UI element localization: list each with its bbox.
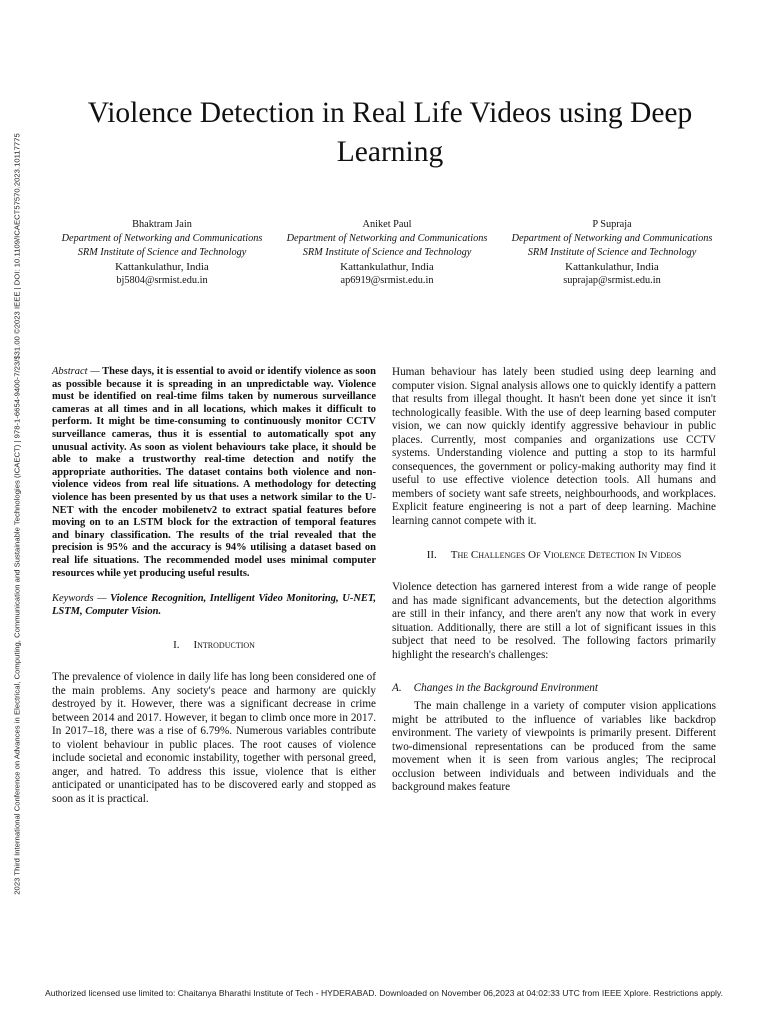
author-name: P Supraja: [592, 219, 632, 230]
author-name: Bhaktram Jain: [132, 219, 192, 230]
author-email: ap6919@srmist.edu.in: [340, 275, 434, 286]
section-title: Introduction: [193, 639, 255, 652]
author-department: Department of Networking and Communications: [286, 233, 488, 244]
section-heading-introduction: [52, 639, 376, 651]
keywords: [52, 593, 376, 618]
author-location: Kattankulathur, India: [115, 261, 209, 273]
subsection-heading-background: [392, 682, 716, 694]
subsection-number: A.: [392, 682, 402, 694]
author-1: [52, 218, 272, 288]
right-column: [392, 366, 716, 795]
author-department: Department of Networking and Communications: [61, 233, 263, 244]
author-3: [502, 218, 722, 288]
authors-block: [52, 218, 722, 288]
paper-title: Violence Detection in Real Life Videos using Deep Learning: [87, 97, 693, 168]
author-institution: SRM Institute of Science and Technology: [77, 247, 247, 258]
challenges-paragraph: Violence detection has garnered interest from a wide range of people and has made significant advancements, but the detection algorithms are still in their infancy, and there aren't any now that work in every situation. Additionally, there are still a lot of significant issues in this subject that need to be resolved. The following factors primarily highlight the research's challenges:: [392, 581, 716, 661]
keywords-text: Violence Recognition, Intelligent Video Monitoring, U-NET, LSTM, Computer Vision.: [52, 593, 376, 617]
abstract-text: These days, it is essential to avoid or identify violence as soon as possible because it is spreading in an unpredictable way. Violence must be identified on real-time films taken by numerous surveillance cameras at all times and in all locations, which makes it difficult to perform. It might be time-consuming to continuously monitor CCTV surveillance cameras, thus it is essential to automatically spot any unusual activity. As soon as violent behaviours take place, it should be able to make a trustworthy real-time detection and notify the appropriate authorities. The dataset contains both violence and non-violence videos from real life situations. A methodology for detecting violence has been presented by us that uses a network similar to the U-NET with the encoder mobilenetv2 to extract spatial features before moving on to an LSTM block for the extraction of temporal features and binary classification. The results of the trial revealed that the precision is 95% and the accuracy is 94% utilising a dataset based on real life situations. The recommended model uses minimal computer resources while yet producing useful results.: [52, 366, 376, 579]
section-heading-challenges: [392, 549, 716, 561]
intro-continued-paragraph: Human behaviour has lately been studied using deep learning and computer vision. Signal analysis allows one to quickly identify a pattern that results from illegal thought. It hasn't been done yet since it isn't technologically feasible. With the use of deep learning based computer vision, we can now quickly identify aggressive behaviour in public places. Currently, most companies and organizations use CCTV systems. Understanding violence and putting a stop to its harmful consequences, the government or policy-making authority may find it useful to use effective violence detection tools. All humans and members of society want safe streets, neighbourhoods, and workplaces. Explicit feature engineering is not a part of deep learning. Machine learning cannot compete with it.: [392, 366, 716, 527]
author-email: bj5804@srmist.edu.in: [116, 275, 208, 286]
conference-side-note: [10, 76, 24, 952]
abstract: [52, 366, 376, 580]
author-2: [277, 218, 497, 288]
author-institution: SRM Institute of Science and Technology: [527, 247, 697, 258]
author-institution: SRM Institute of Science and Technology: [302, 247, 472, 258]
author-email: suprajap@srmist.edu.in: [563, 275, 661, 286]
author-name: Aniket Paul: [362, 219, 412, 230]
license-footer: Authorized licensed use limited to: Chaitanya Bharathi Institute of Tech - HYDERABAD. Downloaded on November 06,2023 at 04:02:33 UTC from IEEE Xplore. Restrictions apply.: [45, 988, 723, 998]
background-paragraph: The main challenge in a variety of computer vision applications might be attributed to the influence of variables like backdrop environment. The variety of viewpoints is primarily present. Different two-dimensional representations can be produced from the same movement when it is seen from various angles; The reciprocal occlusion between individuals and between individuals and the background makes feature: [392, 700, 716, 793]
subsection-title: Changes in the Background Environment: [413, 682, 598, 694]
section-number: I.: [173, 639, 180, 652]
author-location: Kattankulathur, India: [340, 261, 434, 273]
left-column: [52, 366, 376, 806]
introduction-paragraph: The prevalence of violence in daily life has long been considered one of the main problems. Any society's peace and harmony are quickly destroyed by it. However, there was a significant decrease in crime between 2014 and 2017. However, it began to climb once more in 2017. In 2017–18, there was a rise of 6.79%. Numerous variables contribute to violent behaviour in public places. The root causes of violence include societal and economic instability, together with personal greed, anger, and hatred. To address this issue, violence that is either anticipated or unanticipated has to be discovered early and stopped as soon as it is practical.: [52, 671, 376, 805]
keywords-label: Keywords —: [52, 593, 107, 605]
section-title: The Challenges Of Violence Detection In Videos: [450, 549, 682, 561]
author-department: Department of Networking and Communications: [511, 233, 713, 244]
abstract-label: Abstract —: [52, 366, 100, 377]
conference-side-note-text: 2023 Third International Conference on Advances in Electrical, Computing, Communication and Sustainable Technologies (ICAECT) | 978-1-6654-9400-7/23/$31.00 ©2023 IEEE | DOI: 10.1109/ICAECT57570.2023.10117775: [12, 133, 22, 895]
author-location: Kattankulathur, India: [565, 261, 659, 273]
section-number: II.: [426, 549, 437, 561]
